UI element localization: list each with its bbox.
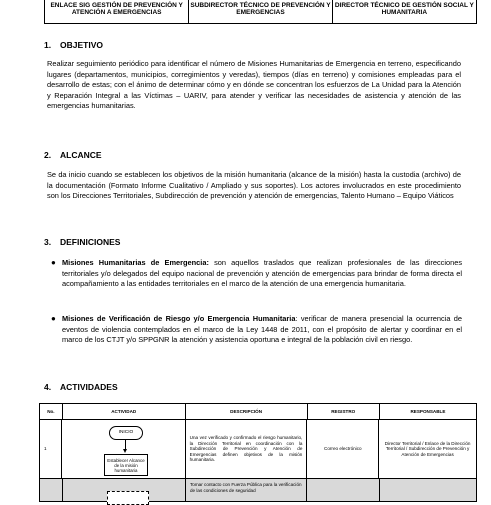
header-cell-elaboro: ENLACE SIG GESTIÓN DE PREVENCIÓN Y ATENCIÓN A EMERGENCIAS (45, 0, 189, 23)
section-number: 3. (44, 237, 52, 247)
responsable-cell: Director Territorial / Enlace de la Dirección Territorial / Subdirección de Prevención y Atención de Emergencias (384, 440, 471, 457)
row-number: 1 (40, 420, 62, 478)
definition-term: Misiones de Verificación de Riesgo y/o Emergencia Humanitaria (62, 314, 296, 323)
flow-start-terminator: INICIO (109, 426, 143, 440)
row-number (40, 479, 63, 501)
table-row (40, 420, 476, 479)
bullet-icon: ● (51, 258, 56, 267)
arrow-down-icon (123, 449, 127, 453)
section-number: 4. (44, 382, 52, 392)
header-cell-reviso: SUBDIRECTOR TÉCNICO DE PREVENCIÓN Y EMERGENCIAS (189, 0, 332, 23)
section-label: ACTIVIDADES (60, 382, 118, 392)
section-title-alcance (44, 150, 102, 160)
definition-item (51, 258, 463, 290)
table-header-row (40, 404, 476, 420)
section-title-actividades (44, 382, 118, 392)
definition-text: : verificar de manera presencial la ocurrencia de eventos de violencia contemplados en el marco de la Ley 1448 de 2011, con el propósito de alertar y coordinar en el marco de los CTJT y/o SPPGNR la atención y asistencia oportuna e integral de la población civil en riesgo. (62, 314, 463, 345)
section-label: ALCANCE (60, 150, 102, 160)
section-title-objetivo (44, 40, 103, 50)
description-cell: Una vez verificado y confirmado el riesgo humanitario, la Dirección Territorial en coordinación con la Subdirección de Prevención y Atención de Emergencias definen objetivos de la misión humanitaria. (186, 420, 308, 478)
section-number: 2. (44, 150, 52, 160)
activities-table (39, 403, 477, 502)
section-label: OBJETIVO (60, 40, 103, 50)
column-header-responsable: RESPONSABLE (380, 404, 476, 419)
column-header-no: No. (40, 404, 63, 419)
column-header-descripcion: DESCRIPCIÓN (186, 404, 308, 419)
column-header-actividad: ACTIVIDAD (63, 404, 186, 419)
definition-text: son aquellos traslados que realizan profesionales de las direcciones territoriales y/o delegados del equipo nacional de prevención y atención de emergencias para brindar de forma directa el acompañamiento a las entidades territoriales en el marco de la atención de una emergencia humanitaria. (62, 258, 463, 289)
table-row (40, 479, 476, 501)
flow-decision-box (107, 491, 149, 505)
objetivo-paragraph: Realizar seguimiento periódico para identificar el número de Misiones Humanitarias de Emergencia en terreno, especificando lugares (departamentos, municipios, corregimientos y veredas), tiempos (días en terreno) y comisiones empleadas para el desarrollo de estas; con el ánimo de determinar cómo y en dónde se concentran los esfuerzos de La Unidad para la Atención y Reparación Integral a las Víctimas – UARIV, para atender y verificar las necesidades de asistencia y atención de las emergencias humanitarias. (47, 59, 461, 111)
bullet-icon: ● (51, 314, 56, 323)
activity-flow-cell (63, 479, 186, 501)
column-header-registro: REGISTRO (308, 404, 380, 419)
section-title-definiciones (44, 237, 120, 247)
section-number: 1. (44, 40, 52, 50)
alcance-paragraph: Se da inicio cuando se establecen los objetivos de la misión humanitaria (alcance de la misión) hasta la custodia (archivo) de la documentación (Formato Informe Cualitativo / Ampliado y sus soportes). Los actores involucrados en este procedimiento son los Direcciones Territoriales, Subdirección de prevención y atención de emergencias, Talento Humano – Equipo Viáticos (47, 170, 461, 201)
definition-term: Misiones Humanitarias de Emergencia: (62, 258, 209, 267)
flow-process-box: Establecer Alcance de la misión humanitaria (104, 454, 148, 476)
registro-cell: Correo electrónico (307, 420, 379, 478)
approval-header-table (44, 0, 477, 24)
responsable-cell (380, 479, 476, 501)
activity-flow-cell (62, 420, 186, 478)
definition-item (51, 314, 463, 346)
header-cell-aprobo: DIRECTOR TÉCNICO DE GESTIÓN SOCIAL Y HUMANITARIA (334, 2, 474, 16)
section-label: DEFINICIONES (60, 237, 121, 247)
description-cell: Tomar contacto con Fuerza Pública para la verificación de las condiciones de seguridad (186, 479, 307, 501)
registro-cell (307, 479, 380, 501)
